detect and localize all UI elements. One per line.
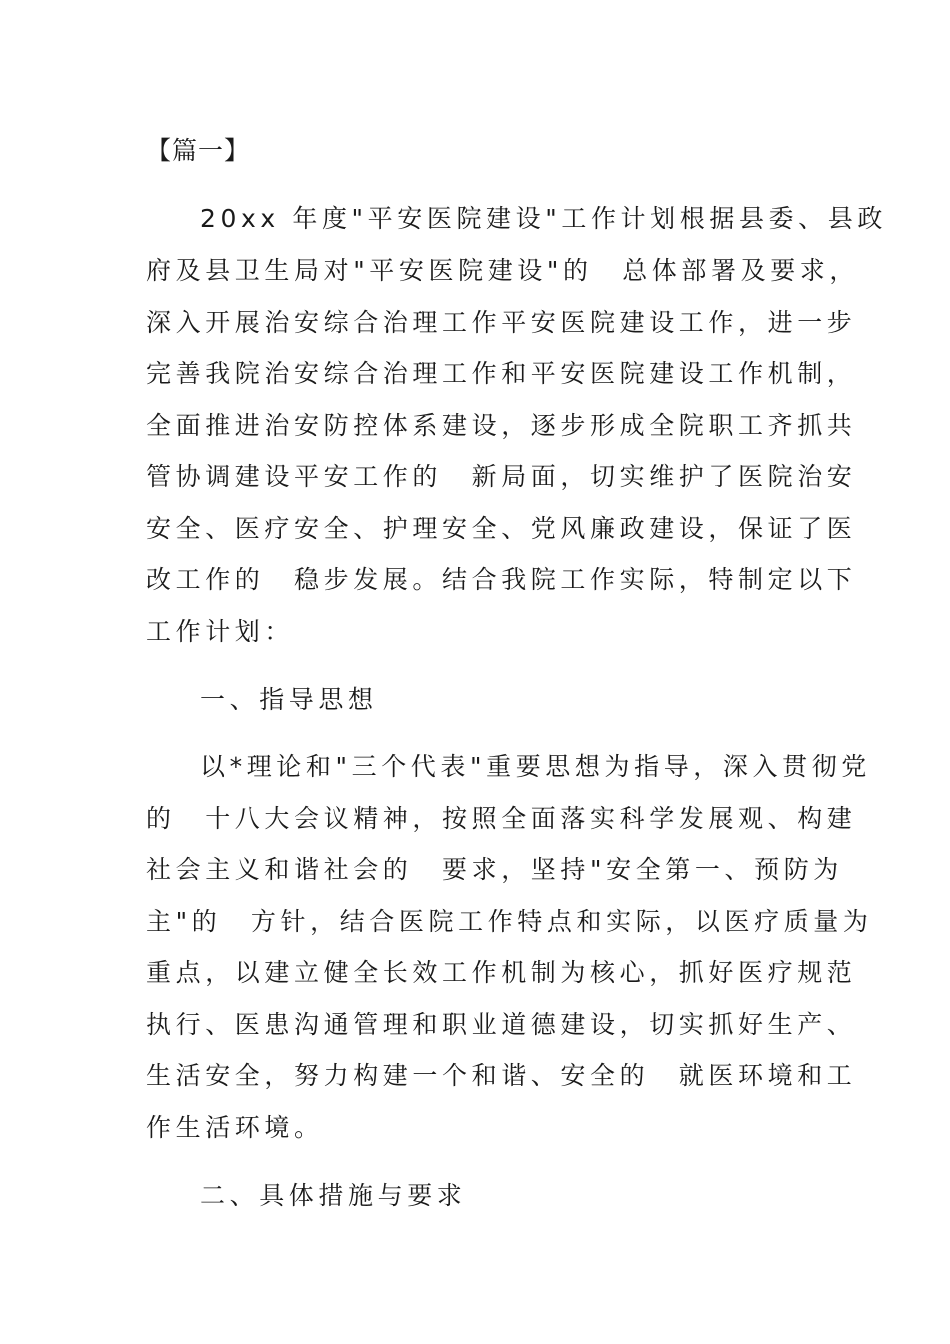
paragraph-2-line: 的 十八大会议精神，按照全面落实科学发展观、构建	[146, 804, 857, 833]
paragraph-1-line: 全面推进治安防控体系建设，逐步形成全院职工齐抓共	[146, 411, 857, 440]
paragraph-1-line: 完善我院治安综合治理工作和平安医院建设工作机制，	[146, 359, 857, 388]
paragraph-2-line: 执行、医患沟通管理和职业道德建设，切实抓好生产、	[146, 1010, 857, 1039]
section-title-measures: 二、具体措施与要求	[200, 1181, 467, 1210]
paragraph-2-line: 作生活环境。	[146, 1113, 324, 1142]
paragraph-1-line: 管协调建设平安工作的 新局面，切实维护了医院治安	[146, 462, 857, 491]
paragraph-1-line: 改工作的 稳步发展。结合我院工作实际，特制定以下	[146, 565, 857, 594]
section-title-guiding-thought: 一、指导思想	[200, 685, 378, 714]
paragraph-1-line: 工作计划：	[146, 617, 295, 646]
document-heading: 【篇一】	[146, 136, 251, 165]
paragraph-1-line: 安全、医疗安全、护理安全、党风廉政建设，保证了医	[146, 514, 857, 543]
paragraph-2-line: 以*理论和"三个代表"重要思想为指导，深入贯彻党	[200, 752, 871, 781]
paragraph-2-line: 重点，以建立健全长效工作机制为核心，抓好医疗规范	[146, 958, 857, 987]
paragraph-2-line: 主"的 方针，结合医院工作特点和实际，以医疗质量为	[146, 907, 873, 936]
paragraph-2-line: 社会主义和谐社会的 要求，坚持"安全第一、预防为	[146, 855, 843, 884]
paragraph-2-line: 生活安全，努力构建一个和谐、安全的 就医环境和工	[146, 1061, 857, 1090]
paragraph-1-line: 府及县卫生局对"平安医院建设"的 总体部署及要求，	[146, 256, 859, 285]
paragraph-1-line: 20xx 年度"平安医院建设"工作计划根据县委、县政	[200, 204, 887, 233]
paragraph-1-line: 深入开展治安综合治理工作平安医院建设工作，进一步	[146, 308, 857, 337]
